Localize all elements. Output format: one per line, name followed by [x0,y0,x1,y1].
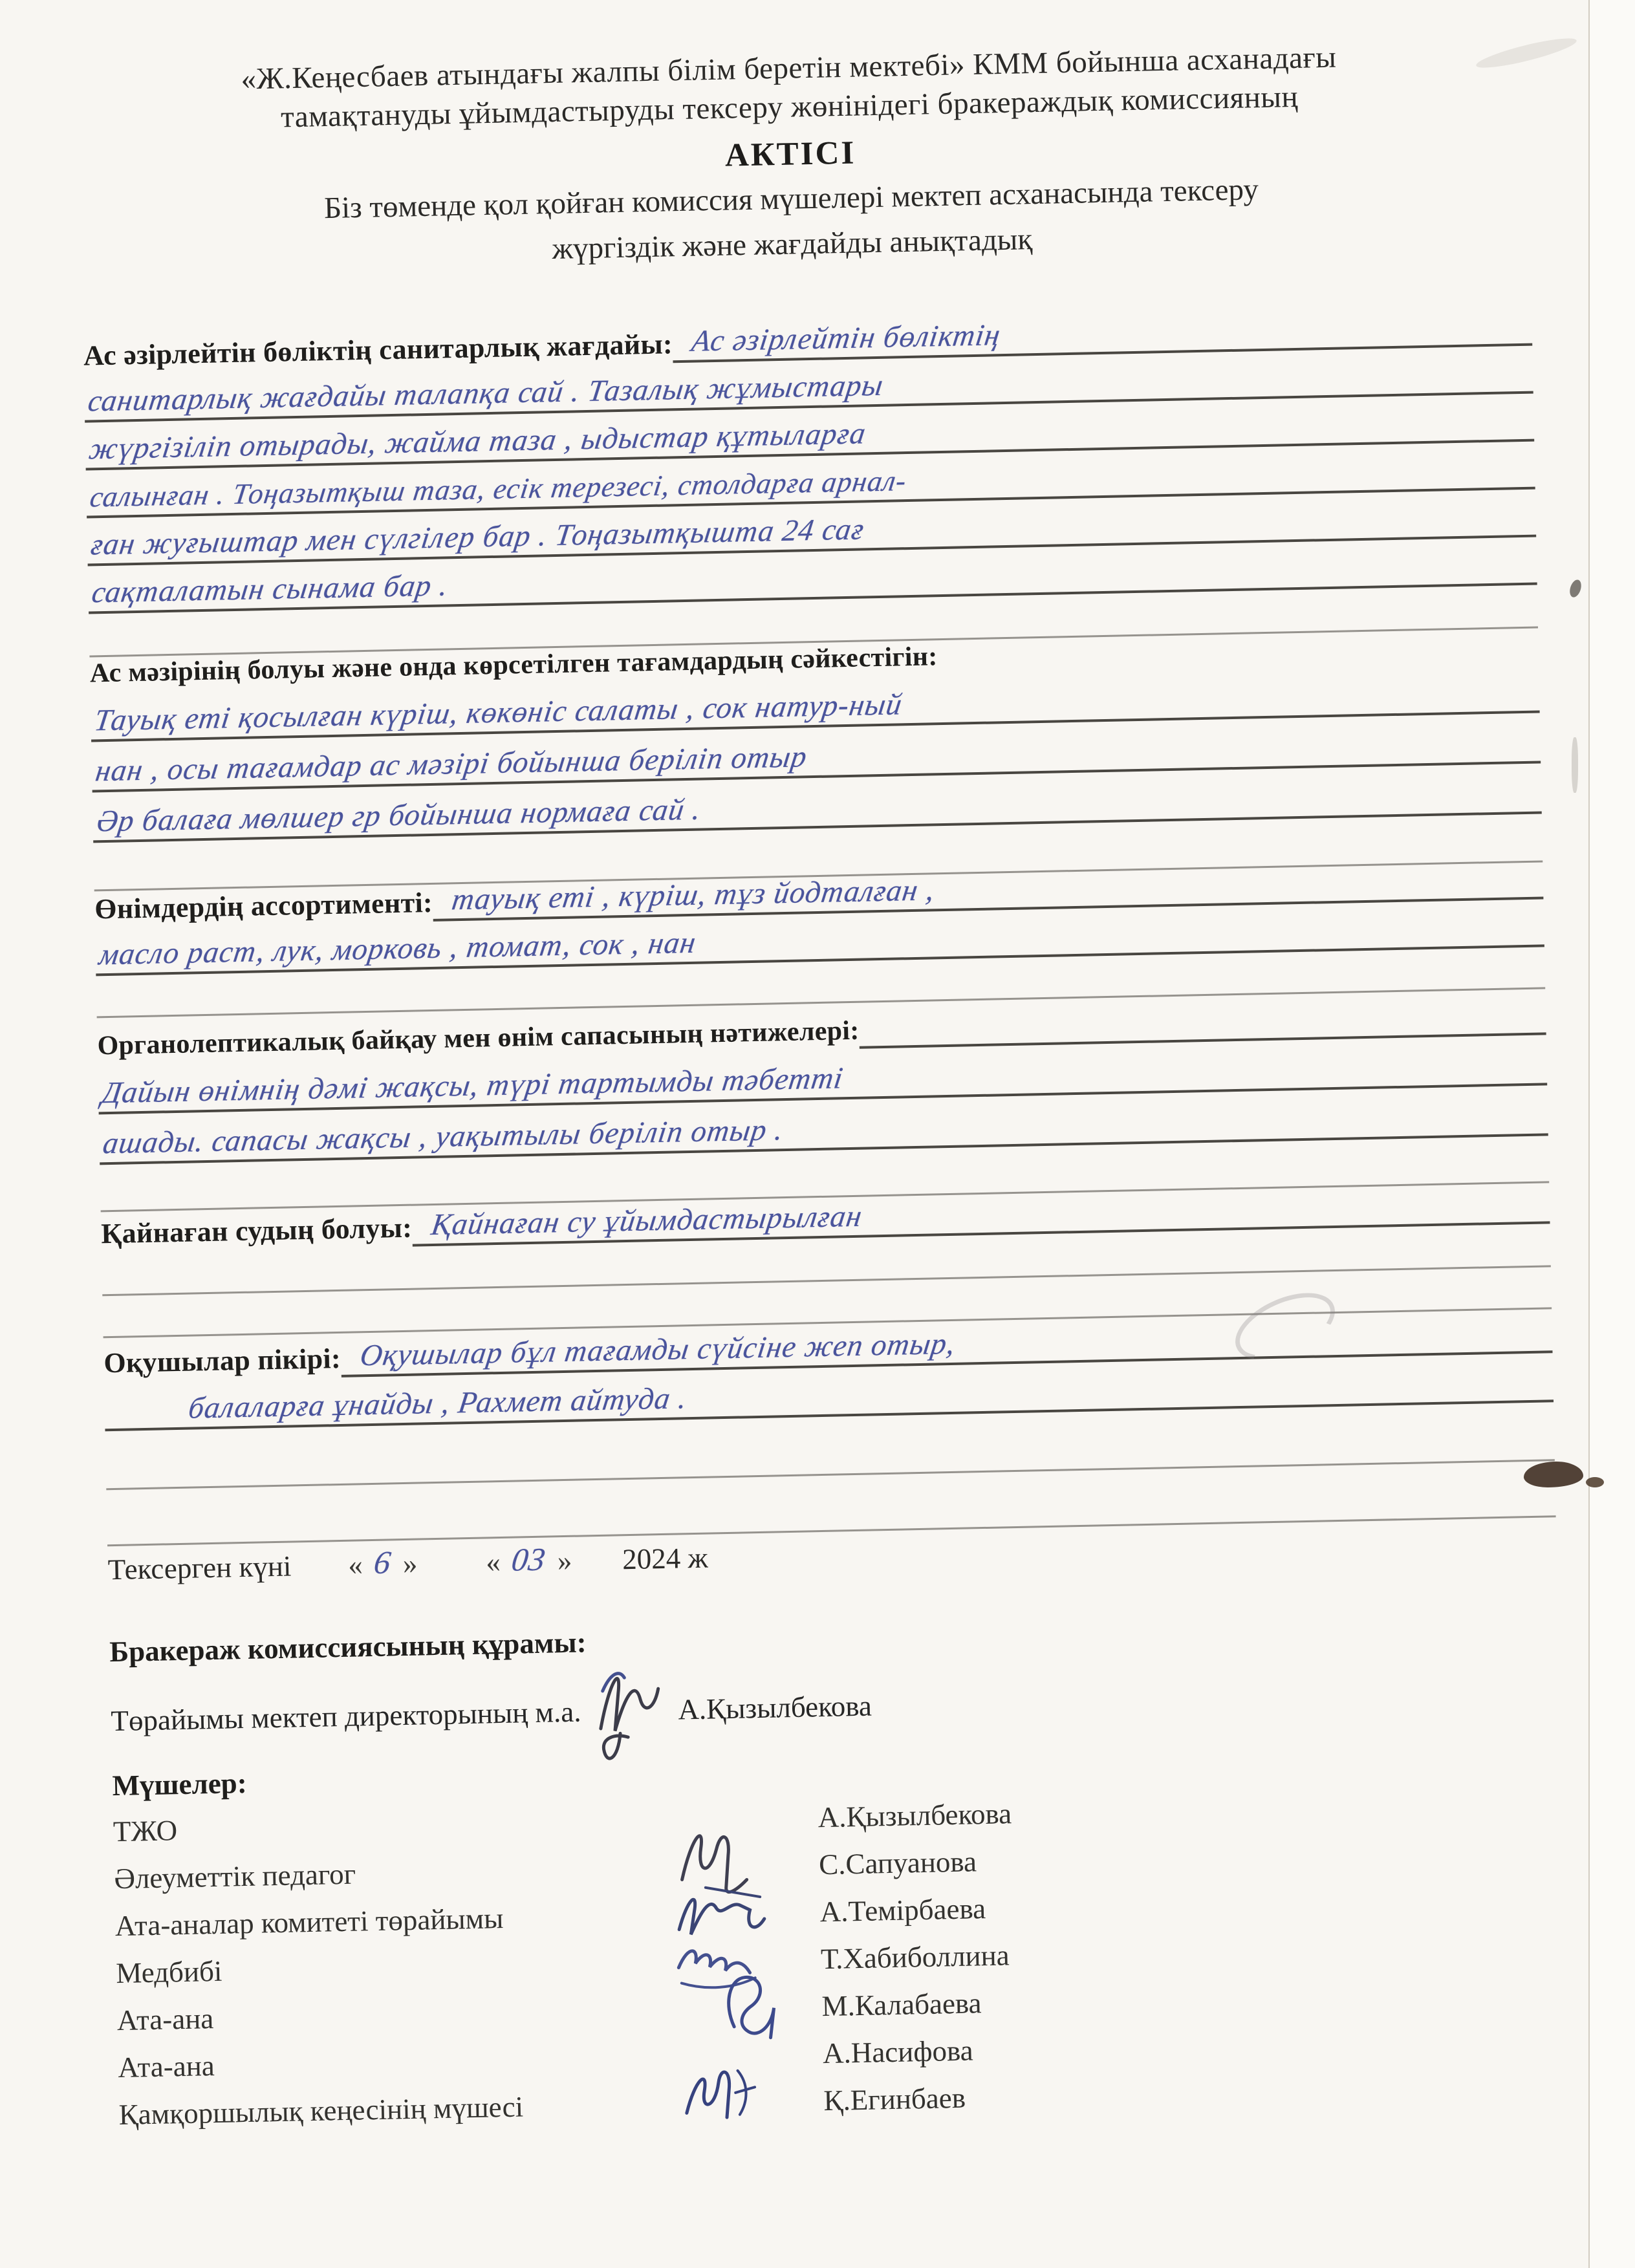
quote-close: » [402,1547,418,1581]
brown-stain [1586,1477,1604,1487]
handwritten-text: Қайнаған су ұйымдастырылған [429,1199,865,1242]
handwritten-text: Ас әзірлейтін бөліктің [689,318,1003,358]
member-signature-area [668,2077,824,2127]
handwritten-text: балаларға ұнайды , Рахмет айтуда . [186,1381,689,1425]
signature-eginbaev-icon [673,2051,791,2138]
handwritten-text: Әр балаға мөлшер гр бойынша нормаға сай . [94,792,704,839]
header-line-2: тамақтануды ұйымдастыруды тексеру жөнінідегі бракераждық комиссияның [280,80,1299,135]
member-name: М.Калабаева [821,1986,982,2022]
member-name: Т.Хабиболлина [820,1938,1010,1975]
handwritten-month: 03 [509,1540,548,1578]
quote-open: « [347,1548,363,1581]
intro-line-1: Біз төменде қол қойған комиссия мүшелері мектеп асханасында тексеру [323,173,1259,226]
chair-signature-area [576,1661,688,1760]
member-role: Әлеуметтік педагог [113,1857,356,1895]
section-label: Ас мәзірінің болуы және онда көрсетілген тағамдардың сәйкестігін: [89,642,938,689]
ink-stain [1572,737,1578,793]
handwritten-text: сақталатын сынама бар . [89,568,451,610]
section-label: Оқушылар пікірі: [103,1342,341,1379]
section-label: Өнімдердің ассортименті: [94,886,433,925]
section-pupils-opinion [103,1306,1556,1546]
member-name: А.Насифова [822,2034,974,2069]
quote-open: « [485,1546,501,1579]
member-role: Ата-ана [116,2002,214,2036]
section-menu-conformity [89,615,1543,892]
date-year: 2024 ж [622,1541,709,1576]
date-month-segment [474,1539,584,1579]
paper-edge [1588,0,1635,2268]
document-title: АКТІСІ [724,135,856,174]
handwritten-text: ған жуғыштар мен сүлгілер бар . Тоңазытқышта 24 сағ [89,512,867,562]
signature-kyzylbekova-chair-icon [576,1650,689,1769]
handwritten-text: ашады. сапасы жақсы , уақытылы беріліп отыр . [100,1113,786,1161]
handwritten-text: тауық еті , күріш, тұз йодталған , [449,873,937,917]
member-name: Қ.Егинбаев [823,2081,966,2117]
section-organoleptic [97,987,1550,1212]
intro-line-2: жүргіздік және жағдайды анықтадық [552,222,1033,266]
member-role: ТЖО [113,1813,178,1848]
chair-label: Төрайымы мектеп директорының м.а. [111,1695,581,1738]
member-name: А.Темірбаева [819,1892,986,1928]
member-name: С.Сапуанова [818,1844,977,1881]
document-header [71,34,1510,277]
handwritten-text: масло раст, лук, морковь , томат, сок , нан [97,925,698,972]
handwritten-text: нан , осы тағамдар ас мәзірі бойынша беріліп отыр [93,740,810,788]
date-day-segment [336,1542,429,1582]
member-role: Медбибі [115,1954,222,1989]
handwritten-day: 6 [371,1544,394,1581]
member-signature-area [666,1982,822,2033]
section-label: Қайнаған судың болуы: [100,1211,413,1250]
handwritten-text: Тауық еті қосылған күріш, көкөніс салаты , сок натур-ный [92,687,905,738]
member-role: Ата-аналар комитеті төрайымы [114,1901,504,1942]
handwritten-text: жүргізіліп отырады, жайма таза , ыдыстар құтыларға [87,416,869,466]
member-role: Қамқоршылық кеңесінің мүшесі [118,2090,524,2131]
section-label: Ас әзірлейтін бөліктің санитарлық жағдайы: [83,328,673,372]
member-role: Ата-ана [117,2049,215,2084]
handwritten-text: салынған . Тоңазытқыш таза, есік терезесі, столдарға арнал- [88,464,909,513]
handwritten-text: Дайын өнімнің дәмі жақсы, түрі тартымды тәбетті [100,1061,846,1110]
chair-name: А.Қызылбекова [677,1689,872,1726]
section-sanitary-condition [83,299,1538,658]
section-label: Органолептикалық байқау мен өнім сапасының нәтижелері: [97,1015,860,1061]
handwritten-text: Оқушылар бұл тағамды сүйсіне жеп отыр, [358,1326,958,1373]
members-heading: Мүшелер: [112,1766,248,1802]
members-block [112,1740,1568,2138]
handwritten-text: санитарлық жағдайы талапқа сай . Тазалық жұмыстары [85,368,886,418]
quote-close: » [557,1544,572,1577]
commission-heading: Бракераж комиссиясының құрамы: [109,1626,587,1669]
member-name: А.Қызылбекова [817,1797,1012,1833]
date-label: Тексерген күні [107,1550,292,1586]
header-line-1: «Ж.Кеңесбаев атындағы жалпы білім беретін мектебі» КММ бойынша асханадағы [240,40,1337,96]
